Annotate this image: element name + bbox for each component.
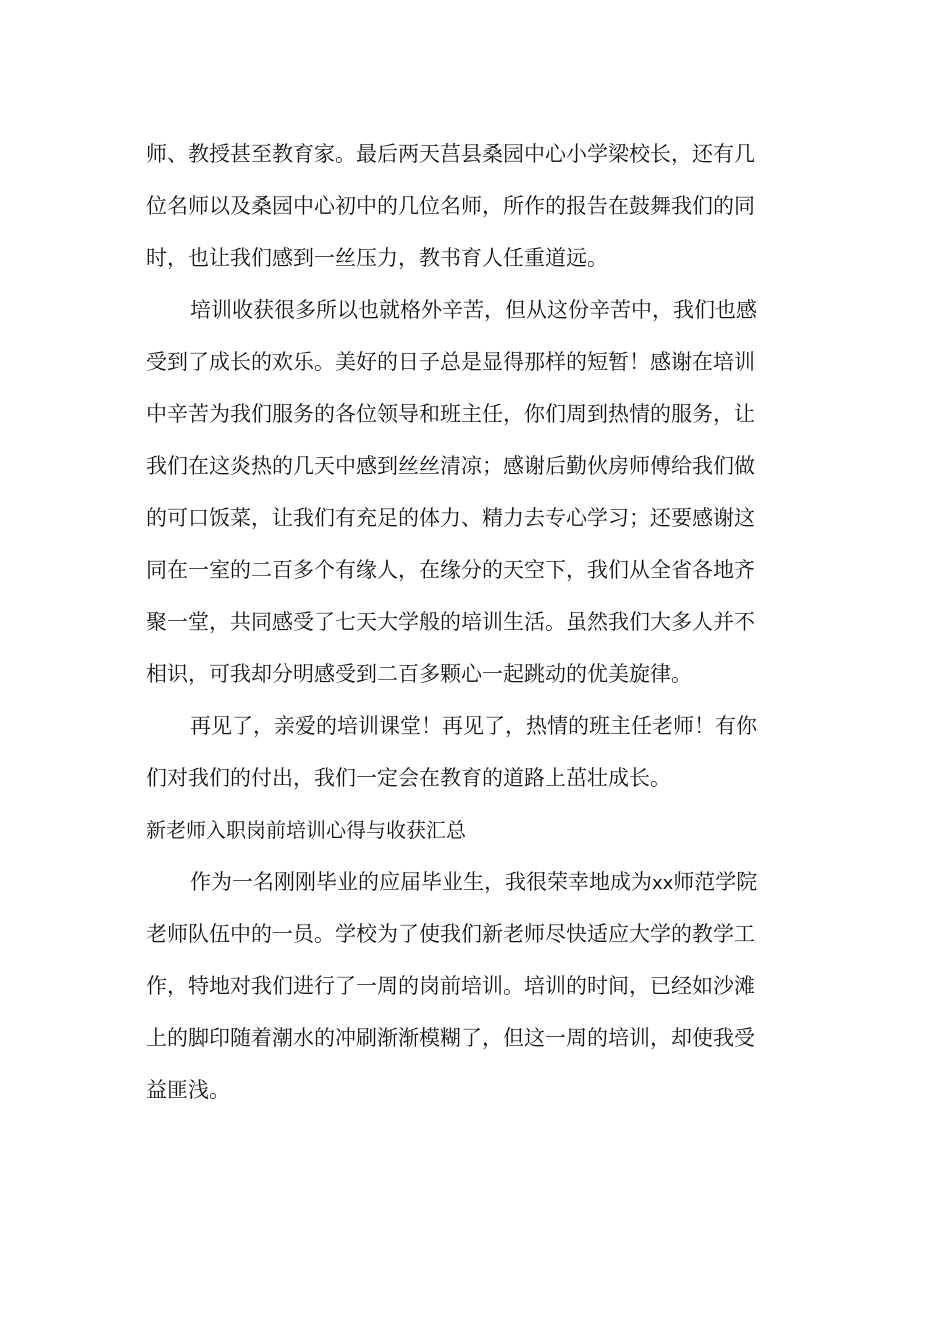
- text-segment: 师范学院: [673, 870, 758, 894]
- section-heading: 新老师入职岗前培训心得与收获汇总: [146, 818, 466, 842]
- text-segment-latin: xx: [652, 873, 674, 894]
- text-line: 中辛苦为我们服务的各位领导和班主任，你们周到热情的服务，让: [146, 402, 755, 426]
- text-line: 同在一室的二百多个有缘人，在缘分的天空下，我们从全省各地齐: [146, 558, 755, 582]
- text-line: 培训收获很多所以也就格外辛苦，但从这份辛苦中，我们也感: [190, 298, 757, 322]
- text-line: 时，也让我们感到一丝压力，教书育人任重道远。: [146, 246, 608, 270]
- text-line: 上的脚印随着潮水的冲刷渐渐模糊了，但这一周的培训，却使我受: [146, 1026, 755, 1050]
- text-line: 我们在这炎热的几天中感到丝丝清凉；感谢后勤伙房师傅给我们做: [146, 454, 755, 478]
- text-line: 的可口饭菜，让我们有充足的体力、精力去专心学习；还要感谢这: [146, 506, 755, 530]
- text-line: 师、教授甚至教育家。最后两天莒县桑园中心小学梁校长，还有几: [146, 142, 755, 166]
- text-line: 位名师以及桑园中心初中的几位名师，所作的报告在鼓舞我们的同: [146, 194, 755, 218]
- document-body: [146, 128, 826, 1116]
- text-line: [146, 856, 826, 908]
- text-line: 聚一堂，共同感受了七天大学般的培训生活。虽然我们大多人并不: [146, 610, 755, 634]
- text-line: 再见了，亲爱的培训课堂！再见了，热情的班主任老师！有你: [190, 714, 757, 738]
- paragraph-3: [146, 700, 826, 804]
- paragraph-1: [146, 128, 826, 284]
- text-line: 益匪浅。: [146, 1078, 230, 1102]
- text-line: 老师队伍中的一员。学校为了使我们新老师尽快适应大学的教学工: [146, 922, 755, 946]
- paragraph-2: [146, 284, 826, 700]
- text-line: 受到了成长的欢乐。美好的日子总是显得那样的短暂！感谢在培训: [146, 350, 755, 374]
- text-line: 们对我们的付出，我们一定会在教育的道路上茁壮成长。: [146, 766, 671, 790]
- text-segment: 作为一名刚刚毕业的应届毕业生，我很荣幸地成为: [190, 870, 652, 894]
- text-line: 作，特地对我们进行了一周的岗前培训。培训的时间，已经如沙滩: [146, 974, 755, 998]
- paragraph-4: [146, 856, 826, 1116]
- text-line: 相识，可我却分明感受到二百多颗心一起跳动的优美旋律。: [146, 662, 692, 686]
